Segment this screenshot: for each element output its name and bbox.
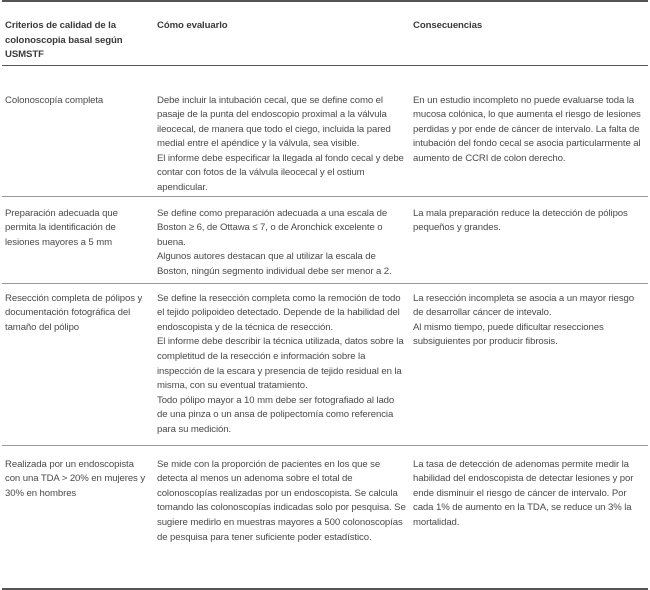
table-row (2, 196, 648, 283)
evaluacion-paragraph: Se mide con la proporción de pacientes en los que se detecta al menos un adenoma sobre el total de colonoscopías realizadas por un endoscopista. Se calcula tomando las colonoscopías indicadas solo por pesquisa. Se sugiere medirlo en muestras mayores a 500 colonoscopías de pesquisa para tener suficiente poder estadístico. (157, 458, 406, 543)
table-header-row (2, 1, 648, 65)
header-consecuencias: Consecuencias (410, 1, 648, 65)
evaluacion-paragraph: El informe debe especificar la llegada al fondo cecal y debe contar con fotos de la válvula ileocecal y el ostium apendicular. (157, 152, 404, 194)
evaluacion-paragraph: El informe debe describir la técnica utilizada, datos sobre la completitud de la resección e información sobre la inspección de la escara y presencia de tejido residual en la misma, con su eventual tratamiento. (157, 336, 404, 392)
consecuencias-cell (410, 65, 648, 196)
header-como-evaluarlo: Cómo evaluarlo (154, 1, 410, 65)
evaluacion-paragraph: Todo pólipo mayor a 10 mm debe ser fotografiado al lado de una pinza o un ansa de polipectomía como referencia para su medición. (157, 394, 395, 435)
consecuencias-paragraph: La mala preparación reduce la detección de pólipos pequeños y grandes. (413, 207, 628, 234)
criterio-cell: Resección completa de pólipos y documentación fotográfica del tamaño del pólipo (2, 283, 154, 445)
quality-criteria-table (2, 0, 648, 590)
evaluacion-cell (154, 196, 410, 283)
evaluacion-cell (154, 445, 410, 589)
header-criterios: Criterios de calidad de la colonoscopia basal según USMSTF (2, 1, 154, 65)
consecuencias-paragraph: En un estudio incompleto no puede evaluarse toda la mucosa colónica, lo que aumenta el riesgo de lesiones perdidas y por ende de cáncer de intervalo. La falta de intubación del fondo cecal se asocia particularmente al aumento de CCRI de colon derecho. (413, 94, 641, 164)
consecuencias-cell (410, 196, 648, 283)
evaluacion-paragraph: Debe incluir la intubación cecal, que se define como el pasaje de la punta del endoscopio proximal a la válvula ileocecal, de manera que todo el ciego, incluida la pared medial entre el apéndice y la válvula, sea visible. (157, 94, 391, 150)
table-row (2, 445, 648, 589)
table-row (2, 283, 648, 445)
criterio-cell: Colonoscopía completa (2, 65, 154, 196)
criterio-cell: Realizada por un endoscopista con una TDA > 20% en mujeres y 30% en hombres (2, 445, 154, 589)
consecuencias-paragraph: Al mismo tiempo, puede dificultar resecciones subsiguientes por producir fibrosis. (413, 321, 604, 348)
consecuencias-cell (410, 445, 648, 589)
criterio-cell: Preparación adecuada que permita la identificación de lesiones mayores a 5 mm (2, 196, 154, 283)
evaluacion-cell (154, 283, 410, 445)
table-row (2, 65, 648, 196)
evaluacion-paragraph: Algunos autores destacan que al utilizar la escala de Boston, ningún segmento individual debe ser menor a 2. (157, 251, 392, 278)
consecuencias-paragraph: La resección incompleta se asocia a un mayor riesgo de desarrollar cáncer de intevalo. (413, 292, 635, 319)
consecuencias-cell (410, 283, 648, 445)
consecuencias-paragraph: La tasa de detección de adenomas permite medir la habilidad del endoscopista de detectar lesiones y por ende disminuir el riesgo de cáncer de intervalo. Por cada 1% de aumento en la TDA, se reduce un 3% la mortalidad. (413, 458, 634, 529)
evaluacion-cell (154, 65, 410, 196)
evaluacion-paragraph: Se define la resección completa como la remoción de todo el tejido polipoideo detectado. Depende de la habilidad del endoscopista y de la técnica de resección. (157, 292, 401, 333)
evaluacion-paragraph: Se define como preparación adecuada a una escala de Boston ≥ 6, de Ottawa ≤ 7, o de Aronchick excelente o buena. (157, 207, 388, 248)
